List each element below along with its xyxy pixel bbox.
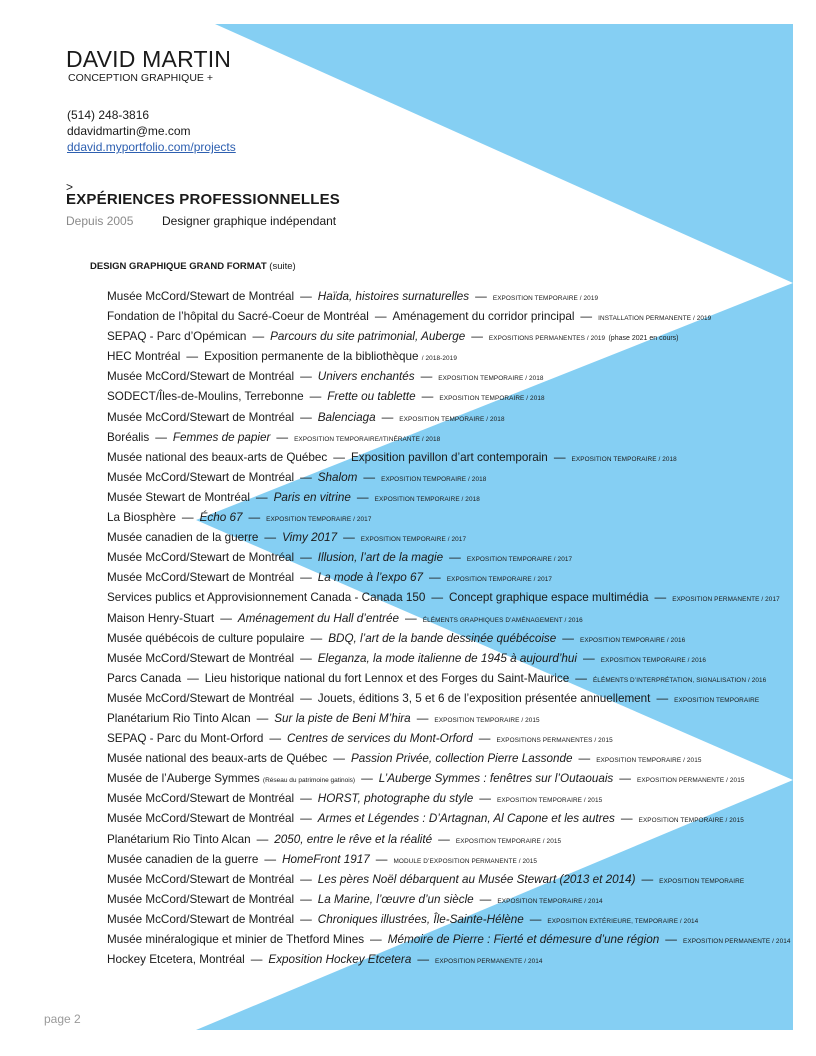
separator-dash: — [356,490,369,504]
institution: Musée McCord/Stewart de Montréal [107,370,295,384]
institution: Hockey Etcetera, Montréal [107,953,245,967]
separator-dash: — [583,651,595,665]
project-title: Concept graphique espace multimédia [449,591,649,605]
institution: Planétarium Rio Tinto Alcan [107,711,251,725]
project-type: EXPOSITION TEMPORAIRE [659,877,745,885]
separator-dash: — [479,792,491,806]
separator-dash: — [256,832,269,846]
separator-dash: — [333,450,345,464]
separator-dash: — [300,651,312,665]
separator-dash: — [300,551,312,565]
experience-item [107,709,807,729]
project-title: La mode à l’expo 67 [317,571,424,585]
project-type: MODULE D’EXPOSITION PERMANENTE / 2015 [393,857,538,865]
project-type: EXPOSITION TEMPORAIRE / 2015 [596,757,702,765]
project-type: EXPOSITION TEMPORAIRE / 2019 [492,295,599,302]
institution: Musée Stewart de Montréal [107,490,250,504]
project-type: INSTALLATION PERMANENTE / 2019 [598,315,712,323]
project-title: Paris en vitrine [273,490,351,504]
separator-dash: — [264,531,277,545]
project-type: EXPOSITION TEMPORAIRE / 2018 [438,375,544,383]
project-type: EXPOSITION TEMPORAIRE / 2018 [374,495,480,503]
blue-triangle-upper [215,24,793,283]
separator-dash: — [248,511,261,525]
institution: Maison Henry-Stuart [107,611,215,625]
separator-dash: — [429,571,441,585]
project-type: EXPOSITION TEMPORAIRE / 2017 [360,536,467,544]
institution: Musée national des beaux-arts de Québec [107,450,328,464]
project-type: ÉLÉMENTS GRAPHIQUES D’AMÉNAGEMENT / 2016 [422,616,583,624]
separator-dash: — [405,611,417,625]
experience-item [107,408,807,428]
experience-item [107,930,807,950]
subsection-heading [90,261,296,273]
experience-item [107,649,807,669]
separator-dash: — [370,933,382,946]
separator-dash: — [431,591,444,605]
experience-item [107,669,807,689]
experience-item [107,307,807,327]
institution: Musée canadien de la guerre [107,852,259,866]
experience-item [107,588,807,608]
experience-item [107,488,807,508]
separator-dash: — [300,691,312,705]
separator-dash: — [300,290,312,303]
project-type: EXPOSITION TEMPORAIRE / 2018 [381,475,487,483]
separator-dash: — [181,511,194,525]
experience-item [107,910,807,930]
separator-dash: — [479,892,492,906]
project-type: EXPOSITION TEMPORAIRE [674,696,760,704]
experience-item [107,568,807,588]
project-title: Armes et Légendes : D’Artagnan, Al Capone et les autres [317,812,615,826]
institution: Musée McCord/Stewart de Montréal [107,470,295,484]
contact-block [67,107,236,155]
separator-dash: — [665,933,677,946]
separator-dash: — [420,370,433,384]
section-arrow: > [66,180,74,194]
experience-item [107,287,807,307]
separator-dash: — [578,752,591,766]
project-type: EXPOSITION EXTÉRIEURE, TEMPORAIRE / 2014 [547,917,699,925]
project-type: EXPOSITION TEMPORAIRE/ITINÉRANTE / 2018 [294,435,441,443]
separator-dash: — [255,490,268,504]
institution: Musée McCord/Stewart de Montréal [107,812,295,826]
separator-dash: — [333,752,345,766]
project-type: EXPOSITION TEMPORAIRE / 2016 [579,636,686,644]
experience-item [107,890,807,910]
separator-dash: — [256,711,269,725]
institution: Musée québécois de culture populaire [107,631,305,645]
separator-dash: — [562,631,574,645]
experience-item [107,609,807,629]
institution: SEPAQ - Parc d’Opémican [107,330,247,344]
separator-dash: — [478,732,491,746]
separator-dash: — [309,390,322,404]
separator-dash: — [416,711,429,725]
separator-dash: — [361,772,373,786]
institution: Parcs Canada [107,671,182,685]
project-title: Centres de services du Mont-Orford [287,732,473,746]
separator-dash: — [300,792,312,806]
separator-dash: — [580,310,593,324]
separator-dash: — [375,852,388,866]
project-title: Chroniques illustrées, Île-Sainte-Hélène [317,912,524,926]
project-title: Balenciaga [317,410,376,424]
separator-dash: — [187,671,199,685]
institution: Musée McCord/Stewart de Montréal [107,912,295,926]
institution: Musée canadien de la guerre [107,531,259,545]
project-title: Aménagement du Hall d’entrée [237,611,400,625]
separator-dash: — [641,872,654,886]
project-type: EXPOSITION TEMPORAIRE / 2015 [638,817,744,825]
separator-dash: — [186,350,199,364]
institution: Musée minéralogique et minier de Thetford Mines [107,933,365,946]
phone-number: (514) 248-3816 [67,108,150,122]
project-title: Eleganza, la mode italienne de 1945 à aujourd’hui [317,651,578,665]
separator-dash: — [276,430,289,444]
separator-dash: — [449,551,461,565]
experience-item [107,689,807,709]
project-type: EXPOSITION TEMPORAIRE / 2018 [571,455,677,463]
institution: SEPAQ - Parc du Mont-Orford [107,732,264,746]
project-type: EXPOSITION TEMPORAIRE / 2014 [497,897,603,905]
separator-dash: — [654,591,667,605]
institution: Musée McCord/Stewart de Montréal [107,872,295,886]
institution: Boréalis [107,430,150,444]
project-type: EXPOSITION TEMPORAIRE / 2015 [434,716,540,724]
experience-item [107,729,807,749]
project-note: (phase 2021 en cours) [608,335,679,343]
section-title: EXPÉRIENCES PROFESSIONNELLES [66,191,340,208]
period-label: Depuis 2005 [66,214,134,228]
project-title: Illusion, l’art de la magie [317,551,444,565]
project-type: EXPOSITION PERMANENTE / 2017 [672,596,780,604]
project-title: Sur la piste de Beni M’hira [274,711,411,725]
experience-item [107,789,807,809]
institution: Planétarium Rio Tinto Alcan [107,832,251,846]
separator-dash: — [438,832,450,846]
project-type: EXPOSITION TEMPORAIRE / 2018 [399,415,505,423]
project-title: Les pères Noël débarquent au Musée Stewart (2013 et 2014) [317,872,636,886]
separator-dash: — [264,852,277,866]
separator-dash: — [220,611,232,625]
experience-item [107,367,807,387]
role-label: Designer graphique indépendant [162,214,337,228]
subsection-heading-title: DESIGN GRAPHIQUE GRAND FORMAT [90,261,267,272]
separator-dash: — [300,812,312,826]
separator-dash: — [363,470,376,484]
experience-item [107,508,807,528]
project-title: BDQ, l’art de la bande dessinée québécoise [328,631,557,645]
project-title: Exposition Hockey Etcetera [268,953,412,967]
separator-dash: — [374,310,387,324]
institution: Musée McCord/Stewart de Montréal [107,290,295,303]
project-title: Frette ou tablette [327,390,416,404]
separator-dash: — [300,410,312,424]
separator-dash: — [529,912,542,926]
separator-dash: — [421,390,434,404]
separator-dash: — [250,953,263,967]
portfolio-link[interactable]: ddavid.myportfolio.com/projects [67,140,236,154]
experience-item [107,830,807,850]
project-title: Parcours du site patrimonial, Auberge [270,330,466,344]
experience-item [107,428,807,448]
separator-dash: — [300,571,312,585]
experience-item [107,548,807,568]
separator-dash: — [471,330,483,344]
project-type: EXPOSITION PERMANENTE / 2014 [682,938,791,945]
institution: Musée national des beaux-arts de Québec [107,752,328,766]
separator-dash: — [343,531,355,545]
separator-dash: — [300,470,312,484]
project-title: Aménagement du corridor principal [392,310,575,324]
project-title: Shalom [317,470,358,484]
experience-list [107,287,807,970]
project-title: Haïda, histoires surnaturelles [317,290,470,303]
project-type: EXPOSITION TEMPORAIRE / 2017 [446,576,553,584]
experience-item [107,769,807,789]
project-title: Écho 67 [199,511,243,525]
project-type: / 2018-2019 [421,355,457,363]
separator-dash: — [417,953,430,967]
experience-item [107,448,807,468]
separator-dash: — [300,912,312,926]
separator-dash: — [575,671,587,685]
institution: Musée McCord/Stewart de Montréal [107,792,295,806]
project-title: HORST, photographe du style [317,792,474,806]
separator-dash: — [300,872,312,886]
project-type: EXPOSITION TEMPORAIRE / 2017 [266,516,372,524]
project-type: EXPOSITION PERMANENTE / 2014 [435,958,543,966]
institution: SODECT/Îles-de-Moulins, Terrebonne [107,390,304,404]
project-type: EXPOSITIONS PERMANENTES / 2019 [488,335,606,343]
institution: Musée McCord/Stewart de Montréal [107,651,295,665]
separator-dash: — [310,631,323,645]
institution: HEC Montréal [107,350,181,364]
experience-item [107,950,807,970]
project-title: Exposition pavillon d’art contemporain [350,450,548,464]
project-title: La Marine, l’œuvre d’un siècle [317,892,474,906]
separator-dash: — [656,691,669,705]
experience-item [107,749,807,769]
separator-dash: — [475,290,487,303]
email-address[interactable]: ddavidmartin@me.com [67,124,191,138]
project-title: Exposition permanente de la bibliothèque [204,350,419,364]
project-type: EXPOSITION TEMPORAIRE / 2017 [466,556,573,564]
project-title: Vimy 2017 [282,531,338,545]
project-title: Femmes de papier [172,430,271,444]
separator-dash: — [620,812,633,826]
project-type: EXPOSITION TEMPORAIRE / 2016 [600,656,707,664]
institution: La Biosphère [107,511,176,525]
project-title: HomeFront 1917 [282,852,370,866]
institution: Musée McCord/Stewart de Montréal [107,410,295,424]
project-title: Mémoire de Pierre : Fierté et démesure d’une région [387,933,660,946]
separator-dash: — [300,892,312,906]
institution: Musée McCord/Stewart de Montréal [107,892,295,906]
project-type: ÉLÉMENTS D’INTERPRÉTATION, SIGNALISATION / 2016 [592,676,767,684]
experience-item [107,468,807,488]
institution: Musée McCord/Stewart de Montréal [107,551,295,565]
separator-dash: — [553,450,566,464]
project-type: EXPOSITION PERMANENTE / 2015 [636,777,745,785]
subsection-heading-suffix: (suite) [269,261,296,272]
project-title: Univers enchantés [317,370,415,384]
project-title: Passion Privée, collection Pierre Lassonde [350,752,573,766]
project-title: L’Auberge Symmes : fenêtres sur l’Outaouais [378,772,614,786]
project-title: Lieu historique national du fort Lennox et des Forges du Saint-Maurice [204,671,570,685]
experience-item [107,528,807,548]
separator-dash: — [155,430,167,444]
institution: Fondation de l’hôpital du Sacré-Coeur de Montréal [107,310,369,324]
person-name: DAVID MARTIN [66,46,232,72]
institution: Musée de l’Auberge Symmes [107,772,260,786]
project-type: EXPOSITION TEMPORAIRE / 2015 [496,797,603,805]
separator-dash: — [381,410,394,424]
separator-dash: — [619,772,631,786]
experience-item [107,387,807,407]
experience-item [107,870,807,890]
project-type: EXPOSITION TEMPORAIRE / 2018 [439,395,545,403]
separator-dash: — [269,732,282,746]
experience-item [107,850,807,870]
institution: Musée McCord/Stewart de Montréal [107,571,295,585]
separator-dash: — [252,330,265,344]
separator-dash: — [300,370,312,384]
project-type: EXPOSITION TEMPORAIRE / 2015 [455,837,562,845]
experience-item [107,629,807,649]
institution-note: (Réseau du patrimoine gatinois) [262,777,356,785]
institution: Musée McCord/Stewart de Montréal [107,691,295,705]
page-number: page 2 [44,1012,81,1026]
project-title: 2050, entre le rêve et la réalité [274,832,433,846]
project-title: Jouets, éditions 3, 5 et 6 de l’exposition présentée annuellement [317,691,651,705]
experience-item [107,327,807,347]
experience-item [107,809,807,829]
person-title: CONCEPTION GRAPHIQUE + [68,72,213,84]
project-type: EXPOSITIONS PERMANENTES / 2015 [496,737,613,745]
experience-item [107,347,807,367]
institution: Services publics et Approvisionnement Canada - Canada 150 [107,591,426,605]
